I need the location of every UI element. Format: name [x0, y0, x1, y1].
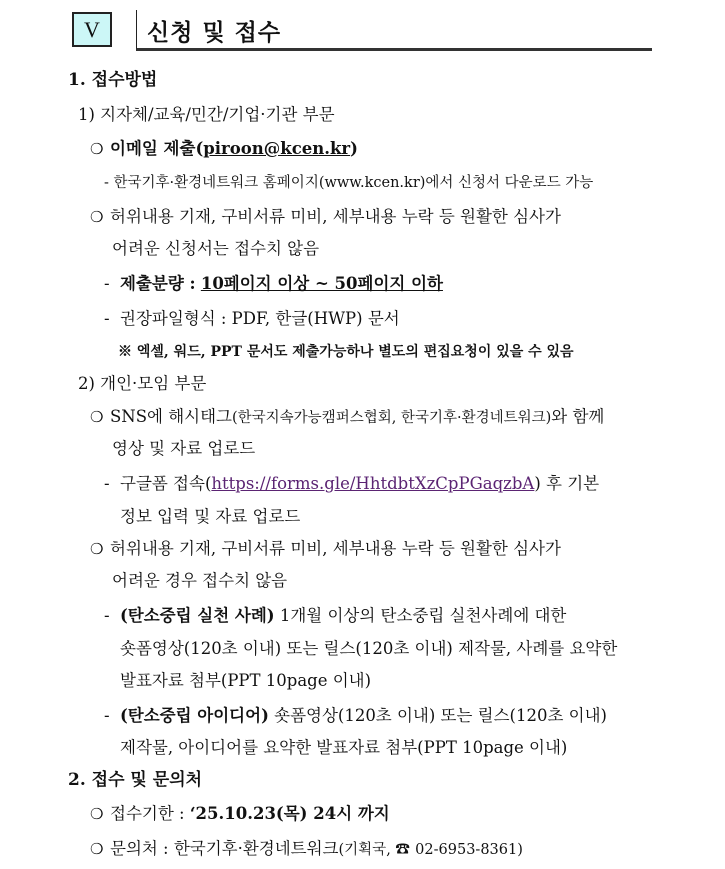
sns-bullet: ❍ SNS에 해시태그(한국지속가능캠퍼스협회, 한국기후·환경네트워크)와 함께 — [90, 407, 605, 426]
idea-line2: 제작물, 아이디어를 요약한 발표자료 첨부(PPT 10page 이내) — [120, 738, 568, 757]
bullet-icon: ❍ — [90, 805, 104, 823]
download-note: - 한국기후·환경네트워크 홈페이지(www.kcen.kr)에서 신청서 다운로드 가능 — [104, 175, 594, 191]
format-item: - 권장파일형식 : PDF, 한글(HWP) 문서 — [104, 309, 400, 328]
case-line2: 숏폼영상(120초 이내) 또는 릴스(120초 이내) 제작물, 사례를 요약한 — [120, 639, 618, 658]
section-header — [72, 10, 652, 50]
sub1-heading: 1) 지자체/교육/민간/기업·기관 부문 — [78, 105, 335, 124]
sns-line2: 영상 및 자료 업로드 — [112, 439, 256, 458]
case-item: - (탄소중립 실천 사례) 1개월 이상의 탄소중립 실천사례에 대한 — [104, 606, 567, 625]
reject-bullet-1: ❍ 허위내용 기재, 구비서류 미비, 세부내용 누락 등 원활한 심사가 — [90, 207, 561, 226]
deadline-value: ‘25.10.23(목) 24시 까지 — [189, 804, 390, 823]
reject-bullet-2-line2: 어려운 경우 접수치 않음 — [112, 571, 288, 590]
form-line2: 정보 입력 및 자료 업로드 — [120, 507, 301, 526]
case-line3: 발표자료 첨부(PPT 10page 이내) — [120, 671, 372, 690]
reject-bullet-2: ❍ 허위내용 기재, 구비서류 미비, 세부내용 누락 등 원활한 심사가 — [90, 539, 561, 558]
contact-bullet: ❍ 문의처 : 한국기후·환경네트워크(기획국, ☎ 02-6953-8361) — [90, 839, 523, 858]
reject-bullet-1-line2: 어려운 신청서는 접수치 않음 — [112, 239, 320, 258]
idea-item: - (탄소중립 아이디어) 숏폼영상(120초 이내) 또는 릴스(120초 이내) — [104, 706, 607, 725]
google-form-link[interactable]: https://forms.gle/HhtdbtXzCpPGaqzbA — [211, 474, 535, 493]
bullet-icon: ❍ — [90, 208, 104, 226]
page-title: 신청 및 접수 — [147, 20, 282, 46]
bullet-icon: ❍ — [90, 540, 104, 558]
sub2-heading: 2) 개인·모임 부문 — [78, 374, 207, 393]
bullet-icon: ❍ — [90, 408, 104, 426]
section2-heading: 2. 접수 및 문의처 — [68, 770, 203, 790]
email-bullet: ❍ 이메일 제출(piroon@kcen.kr) — [90, 139, 358, 158]
form-item: - 구글폼 접속(https://forms.gle/HhtdbtXzCpPGaqzbA) 후 기본 — [104, 474, 600, 493]
section-number-box: V — [72, 12, 112, 47]
volume-item: - 제출분량 : 10페이지 이상 ~ 50페이지 이하 — [104, 274, 443, 293]
email-link[interactable]: piroon@kcen.kr — [203, 139, 351, 158]
section1-heading: 1. 접수방법 — [68, 70, 158, 90]
phone-icon: ☎ — [395, 842, 410, 858]
bullet-icon: ❍ — [90, 840, 104, 858]
phone-number: 02-6953-8361 — [415, 842, 518, 858]
volume-value: 10페이지 이상 ~ 50페이지 이하 — [200, 274, 443, 293]
bullet-icon: ❍ — [90, 140, 104, 158]
title-rule — [136, 10, 652, 51]
deadline-bullet: ❍ 접수기한 : ‘25.10.23(목) 24시 까지 — [90, 804, 390, 823]
file-note: ※ 엑셀, 워드, PPT 문서도 제출가능하나 별도의 편집요청이 있을 수 있음 — [118, 344, 574, 360]
